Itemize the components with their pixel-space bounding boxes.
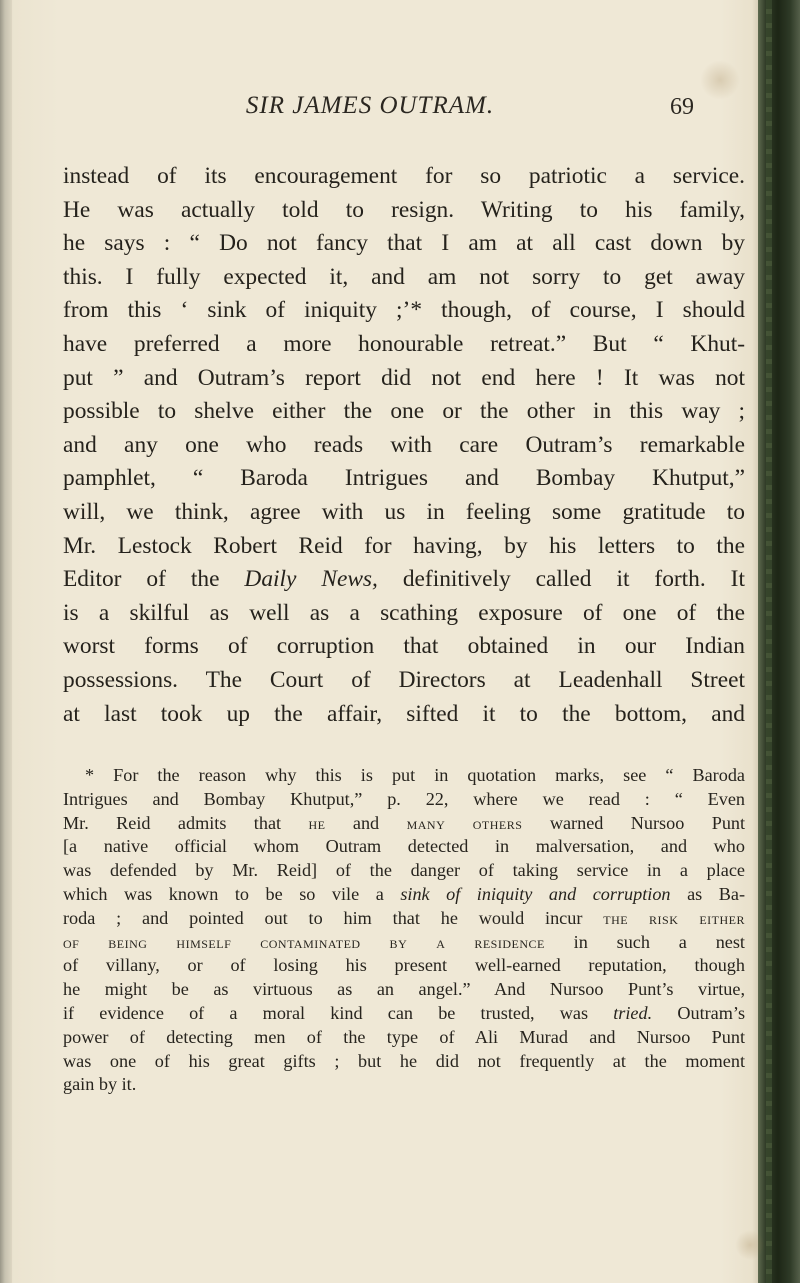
footnote-line: [a native official whom Outram detected in malversation, and who — [63, 836, 745, 857]
small-caps-segment: he — [308, 813, 326, 833]
italic-segment: sink of iniquity and corruption — [400, 883, 671, 904]
footnote-line — [63, 1002, 745, 1026]
small-caps-segment: the risk either — [603, 908, 745, 928]
text-segment: as Ba- — [687, 883, 746, 904]
small-caps-segment: many others — [406, 813, 523, 833]
text-line: possessions. The Court of Directors at Leadenhall Street — [63, 666, 745, 693]
footnote-line — [63, 883, 745, 907]
text-line: at last took up the affair, sifted it to the bottom, and — [63, 700, 745, 727]
text-segment: warned Nursoo Punt — [549, 812, 746, 833]
text-line: pamphlet, “ Baroda Intrigues and Bombay Khutput,” — [63, 465, 745, 492]
text-segment: definitively called it forth. It — [402, 566, 745, 593]
text-line: instead of its encouragement for so patriotic a service. — [63, 163, 745, 189]
text-line: put ” and Outram’s report did not end here ! It was not — [63, 364, 745, 391]
text-line: this. I fully expected it, and am not sorry to get away — [63, 263, 745, 290]
text-line: He was actually told to resign. Writing to his family, — [63, 196, 745, 223]
footnote-line: gain by it. — [63, 1074, 137, 1095]
page-number: 69 — [670, 94, 694, 120]
footnote-line: of villany, or of losing his present well-earned reputation, though — [63, 955, 745, 976]
text-line — [63, 563, 745, 597]
running-head: SIR JAMES OUTRAM. — [245, 92, 495, 119]
body-paragraph — [63, 160, 745, 731]
footnote-line: Intrigues and Bombay Khutput,” p. 22, where we read : “ Even — [63, 788, 745, 809]
text-line: is a skilful as well as a scathing exposure of one of the — [63, 599, 745, 626]
text-segment: in such a nest — [573, 931, 745, 952]
footnote-line: power of detecting men of the type of Ali Murad and Nursoo Punt — [63, 1026, 745, 1047]
text-segment: if evidence of a moral kind can be trusted, was — [63, 1002, 589, 1023]
text-segment: Mr. Reid admits that — [63, 812, 282, 833]
footnote-line: was one of his great gifts ; but he did not frequently at the moment — [63, 1050, 745, 1071]
text-segment: Editor of the — [63, 566, 220, 593]
footnote-line — [63, 931, 745, 955]
italic-segment: tried. — [613, 1002, 653, 1023]
footnote-line: was defended by Mr. Reid] of the danger of taking service in a place — [63, 860, 745, 881]
book-cover-edge-texture — [766, 0, 772, 1283]
text-line: have preferred a more honourable retreat.” But “ Khut- — [63, 330, 745, 357]
small-caps-segment: of being himself contaminated by a residence — [63, 932, 545, 952]
text-segment: which was known to be so vile a — [63, 883, 384, 904]
book-cover-edge — [758, 0, 800, 1283]
text-line: and any one who reads with care Outram’s remarkable — [63, 431, 745, 458]
newspaper-title: Daily News, — [244, 566, 378, 593]
text-line: Mr. Lestock Robert Reid for having, by his letters to the — [63, 532, 745, 559]
text-segment: and — [352, 812, 380, 833]
text-line: will, we think, agree with us in feeling some gratitude to — [63, 498, 745, 525]
text-line: he says : “ Do not fancy that I am at all cast down by — [63, 230, 745, 257]
footnote-line: he might be as virtuous as an angel.” And Nursoo Punt’s virtue, — [63, 979, 745, 1000]
page-gutter-shadow — [0, 0, 12, 1283]
text-segment: roda ; and pointed out to him that he would incur — [63, 907, 583, 928]
text-line: worst forms of corruption that obtained in our Indian — [63, 633, 745, 660]
text-line: from this ‘ sink of iniquity ;’* though, of course, I should — [63, 297, 745, 324]
footnote-line — [63, 907, 745, 931]
footnote-line: * For the reason why this is put in quotation marks, see “ Baroda — [85, 765, 745, 785]
text-segment: Outram’s — [677, 1002, 746, 1023]
paper-stain — [735, 1230, 765, 1260]
footnote — [63, 764, 745, 1097]
page-header — [60, 92, 740, 132]
footnote-line — [63, 812, 745, 836]
text-line: possible to shelve either the one or the other in this way ; — [63, 398, 745, 425]
